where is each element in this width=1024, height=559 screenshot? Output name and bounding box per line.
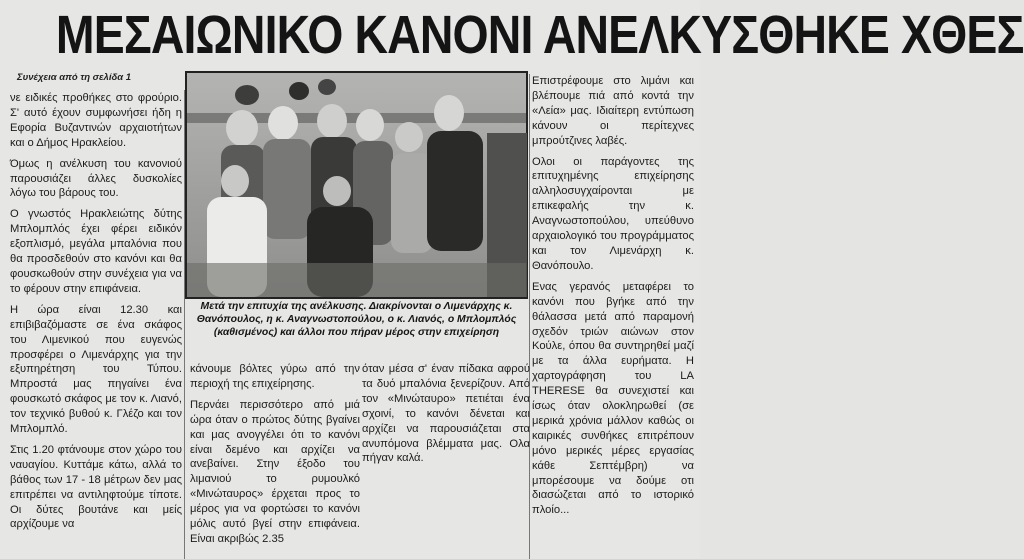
middle-column-1 [190,362,360,559]
paragraph: Η ώρα είναι 12.30 και επιβιβαζόμαστε σε ένα σκάφος του Λιμενικού που ευγενώς προσφέρει ο Λιμενάρχης για την εξυπηρέτηση του Τύπου. Μπροστά μας πηγαίνει ένα φουσκωτό σκάφος με τον κ. Λιανό, τον τεχνικό βυθού κ. Γλέζο και τον Μπλομπλό. [10,303,182,436]
group-photo-image [187,73,526,297]
paragraph: Ενας γερανός μεταφέρει το κανόνι που βγήκε από την θάλασσα μετά από παραμονή σχεδόν τριών αιώνων στον Κούλε, όπου θα συντηρηθεί μαζί με τα άλλα ευρήματα. Η χαρτογράφηση του LA THERESE θα συνεχιστεί και ίσως όταν ολοκληρωθεί (σε μερικά χρόνια μάλλον καθώς οι καιρικές συνθήκες επιτρέπουν μόνο μερικές μέρες εργασίας κάθε Σεπτέμβρη) να μπορέσουμε να δούμε οτι διασώζεται από το ιστορικό πλοίο... [532,280,694,517]
paragraph: Όμως η ανέλκυση του κανονιού παρουσιάζει άλλες δυσκολίες λόγω του βάρους του. [10,157,182,200]
paragraph: κάνουμε βόλτες γύρω από την περιοχή της επιχείρησης. [190,363,360,390]
photo-caption: Μετά την επιτυχία της ανέλκυσης. Διακρίνονται ο Λιμενάρχης κ. Θανόπουλος, η κ. Αναγνωστοπούλου, ο κ. Λιανός, ο Μπλομπλός (καθισμένος) και άλλοι που πήραν μέρος στην επιχείρηση [196,301,517,338]
paragraph: Επιστρέφουμε στο λιμάνι και βλέπουμε πιά από κοντά την «Λεία» μας. Ιδιαίτερη εντύπωση κάνουν οι περίτεχνες μπρούτζινες λαβές. [532,75,694,147]
paragraph: όταν μέσα σ' έναν πίδακα αφρού τα δυό μπαλόνια ξενερίζουν. Από τον «Μινώταυρο» πετιέται ένα σχοινί, το κανόνι δένεται και αρχίζει να παρουσιάζεται στα ανυπόμονα βλέμματα μας. Ολα πήγαν καλά. [362,363,530,465]
paragraph: Περνάει περισσότερο από μιά ώρα όταν ο πρώτος δύτης βγαίνει και μας ανογγέλει ότι το κανόνι είναι δεμένο και αρχίζει να ανεβαίνει. Στην έξοδο του λιμανιού το ρυμουλκό «Μινώταυρος» έρχεται προς το μέρος για να φορτώσει το κανόνι μόλις αυτό βγεί στην επιφάνεια. Είναι ακριβώς 2.35 [190,398,360,545]
continued-note: Συνέχεια από τη σελίδα 1 [17,72,132,83]
middle-column-2 [362,362,530,502]
paragraph: νε ειδικές προθήκες στο φρούριο. Σ' αυτό έχουν συμφωνήσει ήδη η Εφορία Βυζαντινών αρχαιοτήτων και ο Δήμος Ηρακλείου. [10,92,182,149]
news-photo [185,71,528,299]
left-column [10,91,182,559]
right-column [532,74,694,517]
paragraph: Ολοι οι παράγοντες της επιτυχημένης επιχείρησης αλληλοσυγχαίρονται με επικεφαλής την κ. Αναγνωστοπούλου, υπεύθυνο αρχαιολογικό του προγράμματος και τον Λιμενάρχη κ. Θανόπουλο. [532,155,694,272]
paragraph: Ο γνωστός Ηρακλειώτης δύτης Μπλομπλός έχει φέρει ειδικόν εξοπλισμό, μεγάλα μπαλόνια που θα προσδεθούν στο κανόνι και θα φουσκωθούν στην συνέχεια για να το φέρουν στην επιφάνεια. [10,208,182,295]
paragraph: Στις 1.20 φτάνουμε στον χώρο του ναυαγίου. Κυττάμε κάτω, αλλά το βάθος των 17 - 18 μέτρων δεν μας επιτρέπει να αντιληφτούμε τίποτε. Οι δύτες βουτάνε και μείς αρχίζουμε να [10,443,182,531]
headline: ΜΕΣΑΙΩΝΙΚΟ ΚΑΝΟΝΙ ΑΝΕΛΚΥΣΘΗΚΕ ΧΘΕΣ [55,5,1024,65]
